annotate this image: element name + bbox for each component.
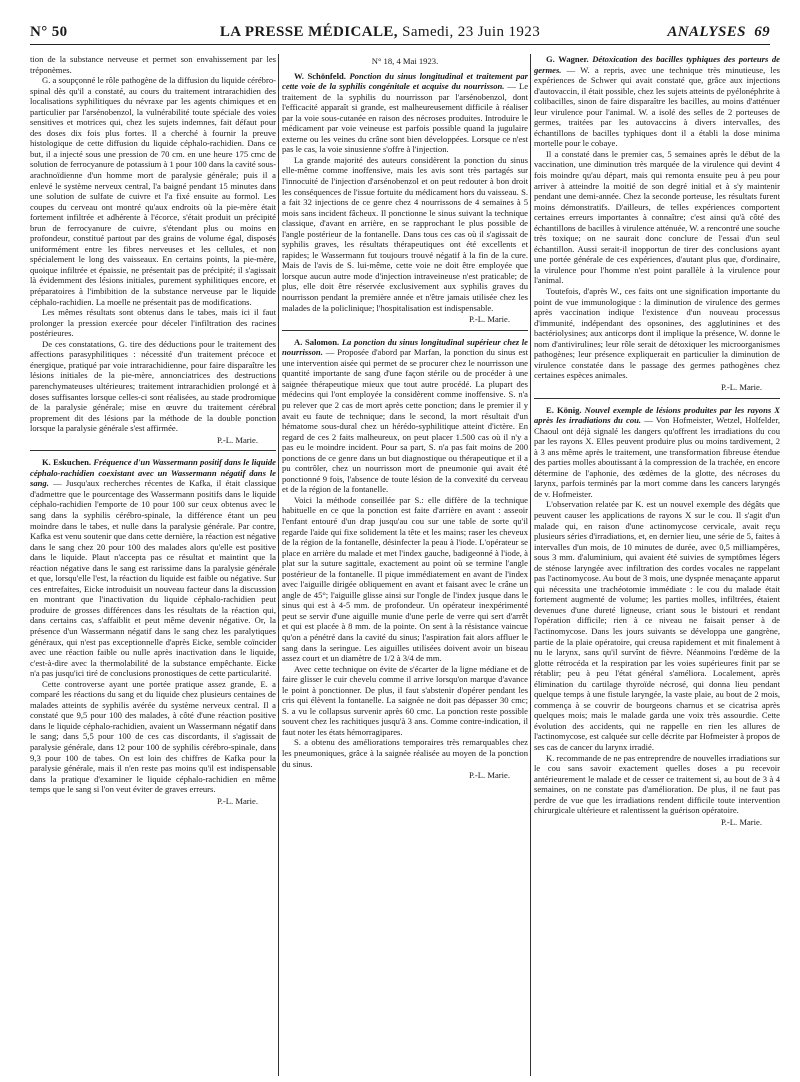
- article-body: — W. a repris, avec une technique très minutieuse, les expériences de Schwer qui avait constaté que, grâce aux injections d'autovaccin, il était possible, chez les sujets atteints de pyélonéphrite à colibacilles, sinon de faire disparaître les bacilles, au moins d'atténuer leur virulence pour l'animal. W. a isolé des selles de 2 porteuses de germes, traitées par les autovaccins à divers intervalles, des échantillons de bacilles typhiques dont il a établi la dose minima mortelle pour le cobaye.: [534, 64, 780, 149]
- signature: P.-L. Marie.: [720, 381, 762, 392]
- signature: P.-L. Marie.: [216, 795, 258, 806]
- issue-reference: N° 18, 4 Mai 1923.: [371, 56, 439, 66]
- paragraph: De ces constatations, G. tire des déductions pour le traitement des affections parasyphilitiques : nécessité d'un traitement précoce et énergique, pratiqué par voie intrarachidienne, pour faire disparaître les lésions initiales de la pie-mère, annonciatrices des destructions parenchymateuses ultérieures; traitement intrarachidien prolongé et à doses suffisantes lorsque celles-ci sont réalisées, au stade prodromique de la paralysie générale; mise en œuvre du traitement cérébral proprement dit des lésions par la méthode de la double ponction lorsque la paralysie générale s'est affirmée.: [30, 338, 276, 434]
- article-separator: [282, 330, 528, 331]
- column-rule-left: [278, 54, 279, 1076]
- article-wagner: [534, 54, 780, 149]
- paragraph: Il a constaté dans le premier cas, 5 semaines après le début de la vaccination, une diminution très marquée de la virulence qui devint 4 fois moindre qu'au départ, mais qui remonta ensuite peu à peu pour arriver à atteindre la moitié de son degré initial et à s'y maintenir pendant une demi-année. Chez la seconde porteuse, les résultats furent moins démonstratifs. D'ailleurs, de telles expériences comportent certaines erreurs importantes à connaître; c'est ainsi qu'à côté des échantillons de bacilles à virulence atténuée, W. a rencontré une souche très toxique; on ne saurait donc conclure de l'essai d'un seul échantillon. Aussi serait-il inopportun de tirer des conclusions ayant une portée générale de ces expériences, d'autant plus que, d'ordinaire, la virulence pour l'homme n'est point parallèle à la virulence pour l'animal.: [534, 148, 780, 286]
- page-number: N° 50: [30, 23, 68, 40]
- article-author: A. Salomon.: [294, 336, 340, 347]
- article-author: K. Eskuchen.: [42, 457, 92, 468]
- paragraph: Voici la méthode conseillée par S.: elle diffère de la technique habituelle en ce que la ponction est faite d'arrière en avant : asseoir l'enfant entouré d'un drap jusqu'au cou sur une table de sorte qu'il regarde l'aide qui fixe solidement la tête et les mains; raser les cheveux de la région de la fontanelle, désinfecter la peau à l'iode. L'opérateur se place en arrière du malade et met l'index gauche, badigeonné à l'iode, à plat sur la suture sagittale, exactement au point où se termine l'angle postérieur de la fontanelle. Il pique immédiatement en avant de l'index avec l'aiguille dirigée obliquement en avant et faisant avec le crâne un angle de 45°; l'aiguille glisse ainsi sur l'ongle de l'index jusque dans le sinus qui est à 4-5 mm. de profondeur. Un opérateur inexpérimenté peut se servir d'une aiguille munie d'une perle de verre qui sert d'arrêt et qui est placée à 8 mm. de la pointe. On sent à la résistance vaincue qu'on a pénétré dans la cavité du sinus; l'aspiration fait alors affluer le sang dans la seringue. Les aiguilles utilisées doivent avoir un biseau assez court et un diamètre de 1/2 à 3/4 de mm.: [282, 494, 528, 664]
- article-separator: [534, 398, 780, 399]
- article-author: E. König.: [546, 404, 582, 415]
- article-eskuchen: [30, 457, 276, 678]
- section-folio: [650, 24, 770, 41]
- article-body: — Proposée d'abord par Marfan, la ponction du sinus est une intervention aisée qui permet de se procurer chez le nourrisson une quantité importante de sang d'une façon stérile ou de procéder à une saignée thérapeutique mieux que tout autre procédé. La plupart des médecins qui l'ont employée la considèrent comme inoffensive. S. n'a pu relever que 2 cas de mort après cette ponction; dans le premier il y avait eu faute de technique; dans le second, la mort résultait d'un hématome sous-dural chez un hérédo-syphilitique atteint d'ictère. En regard de ces 2 faits malheureux, on peut placer 1.500 cas où il n'y a pas eu le moindre incident. Pour sa part, S. n'a pas fait moins de 200 ponctions de ce genre dans un but diagnostique ou thérapeutique et il a pu contrôler, chez un nourrisson mort de pneumonie qui avait été ponctionné 9 fois, l'absence de toute lésion de la convexité du cerveau et de la région de la fontanelle.: [282, 347, 528, 495]
- column-rule-right: [530, 54, 531, 1076]
- article-author: W. Schönfeld.: [294, 70, 346, 81]
- article-body: — Von Hofmeister, Wetzel, Holfelder, Chaoul ont déjà signalé les dangers qu'offrent les irradiations du cou par les rayons X. Elles peuvent produire plus ou moins tardivement, 2 à 3 ans même après le traitement, une transformation fibreuse étendue des parties molles aboutissant à la compression de la trachée, en encore détermine de l'aphonie, des œdèmes de la glotte, des nécroses du larynx, parfois terminés par la mort comme dans les cancers laryngés de v. Hofmeister.: [534, 415, 780, 499]
- page-header: [30, 20, 770, 45]
- article-title: Nouvel exemple de lésions produites par les rayons X après les irradiations du cou.: [534, 404, 780, 426]
- article-author: G. Wagner.: [546, 54, 589, 64]
- column-3: [534, 54, 780, 1076]
- paragraph: Avec cette technique on évite de s'écarter de la ligne médiane et de faire glisser le cuir chevelu comme il arrive lorsqu'on marque d'avance le point à ponctionner. De plus, il faut s'abstenir d'opérer pendant les cris qui élèvent la fontanelle. La saignée ne doit pas dépasser 30 cmc; S. a vu le collapsus survenir après 60 cmc. La ponction reste possible souvent chez les rachitiques jusqu'à 3 ans. Comme contre-indication, il faut noter les états hémorragipares.: [282, 663, 528, 737]
- signature: P.-L. Marie.: [468, 770, 510, 781]
- signature: P.-L. Marie.: [216, 434, 258, 445]
- issue-date: Samedi, 23 Juin 1923: [402, 23, 541, 40]
- section-name: ANALYSES: [667, 23, 746, 40]
- article-title: Détoxication des bacilles typhiques des porteurs de germes.: [534, 54, 780, 75]
- paragraph: Toutefois, d'après W., ces faits ont une signification importante du point de vue immunologique : la diminution de virulence des germes après vaccination indique l'existence d'un nouveau processus d'immunité, indépendant des opsonines, des agglutinines et des bactériolysines; aux anticorps dont il implique la présence, W. donne le nom d'antivirulines; leur rôle serait de détoxiquer les microorganismes pathogènes; leur présence expliquerait en particulier la diminution de virulence constatée dans le passage des germes pathogènes chez certaines espèces animales.: [534, 286, 780, 381]
- article-body: — Le traitement de la syphilis du nourrisson par l'arsénobenzol, dont l'efficacité apparaît si grande, est malheureusement difficile à réaliser par la voie sous-cutanée en raison des nécroses produites. Introduire le médicament par voie veineuse est parfois possible quand la jugulaire externe ou les veines du crâne sont bien développées. Lorsque ce n'est pas le cas, la voie sinusienne s'offre à l'injection.: [282, 81, 528, 155]
- paragraph: L'observation relatée par K. est un nouvel exemple des dégâts que peuvent causer les applications de rayons X sur le cou. Il s'agit d'un malade qui, en raison d'une actinomycose cervicale, avait reçu plusieurs séries d'irradiations, et, en dernier lieu, une série de 5, faites à intervalles d'un mois, de 10 minutes de durée, avec 0,5 milliampères, sous 3 mm. d'aluminium, qui avaient été suivies de symptômes légers de sténose laryngée avec infiltration des cordes vocales ne rappelant pas l'actinomycose. Au bout de 3 mois, une dyspnée menaçante apparut qui nécessita une trachéotomie immédiate : le cou du malade était fortement augmenté de volume; les parties molles, infiltrées, étaient devenues d'une dureté ligneuse, criant sous le bistouri et rendant l'opération difficile; rien à ce niveau ne faisait penser à de l'actinomycose. Dans les jours suivants se développa une gangrène, partie de la plaie opératoire, qui creusa rapidement et mit finalement à nu le larynx, sans qu'il survînt de fièvre. Néanmoins l'œdème de la glotte rétrocéda et la respiration par les voies supérieures finit par se rétablir; peu à peu l'état général s'améliora. Localement, après élimination du cartilage thyroïde nécrosé, qui donna lieu pendant quelque temps à une fistule laryngée, la vaste plaie, au bout de 2 mois, commença à se couvrir de bourgeons charnus et se cicatrisa après quelques mois; mais le malade garda une voix très assourdie. Cette évolution des accidents, qui ne rappelle en rien les allures de l'actinomycose, est calquée sur celle décrite par Hofmeister à propos de ses cas de cancer du larynx irradié.: [534, 499, 780, 752]
- paragraph: Cette controverse ayant une portée pratique assez grande, E. a comparé les réactions du sang et du liquide chez plusieurs centaines de malades atteints de syphilis avérée du système nerveux central. Il a constaté que 9,5 pour 100 des malades, à côté d'une réaction positive dans le liquide céphalo-rachidien, avaient un Wassermann négatif dans le sang; dans 5,5 pour 100 de ces cas discordants, il s'agissait de paralysie générale, dans 12 pour 100 de syphilis cérébro-spinale, dans 9,3 pour 100 de tabes. On est loin des chiffres de Kafka pour la paralysie générale, mais il n'en reste pas moins qu'il est indispensable dans la pratique d'examiner le liquide céphalo-rachidien en même temps que le sang si l'on veut éviter de graves erreurs.: [30, 678, 276, 795]
- article-title: La ponction du sinus longitudinal supérieur chez le nourrisson.: [282, 336, 528, 358]
- paragraph: G. a soupçonné le rôle pathogène de la diffusion du liquide cérébro-spinal dès qu'il a constaté, au cours du traitement intrarachidien des localisations syphilitiques du névraxe par les agents chimiques et en particulier par l'arsénobenzol, la vulnérabilité toute spéciale des voies sensitives et motrices qui, chez les sujets indemnes, fait défaut pour des doses dix fois plus fortes. Il a cherché à fournir la preuve histologique de cette diffusion du liquide céphalo-rachidien. Dans ce but, il a injecté sous une pression de 70 cm. en une heure 175 cmc de solution de ferrocyanure de potassium à 1 pour 100 dans la cavité sous-arachnoïdienne d'un homme mort de paralysie générale; puis il a enlevé le système nerveux central, l'a baigné pendant 15 minutes dans une solution de sulfate de cuivre et l'a fixé ensuite au formol. Les coupes du cerveau ont montré qu'aux endroits où la pie-mère était fortement infiltrée et adhérente à l'écorce, s'était produit un précipité brun de ferrocyanure de cuivre, s'étendant plus ou moins en profondeur, constitué partout par des grains de volume égal, disposés uniformément entre les fibres nerveuses et les cellules, et non spécialement le long des vaisseaux. En certains points, la pie-mère, quoique infiltrée et épaissie, ne présentait pas de précipité; il s'agissait là évidemment des lésions initiales, purement syphilitiques encore, et préparatoires à l'imbibition de la substance nerveuse par le liquide céphalo-rachidien. La moelle ne présentait pas de modifications.: [30, 75, 276, 307]
- paragraph: tion de la substance nerveuse et permet son envahissement par les tréponèmes.: [30, 54, 276, 75]
- signature: P.-L. Marie.: [468, 314, 510, 325]
- article-title: Fréquence d'un Wassermann positif dans le liquide céphalo-rachidien coexistant avec un Wassermann négatif dans le sang.: [30, 457, 276, 489]
- column-2: [282, 54, 528, 1076]
- paragraph: K. recommande de ne pas entreprendre de nouvelles irradiations sur le cou sans savoir exactement quelles doses a pu recevoir antérieurement le malade et de cesser ce traitement si, au bout de 3 à 4 semaines, on ne constate pas d'amélioration. De plus, il ne faut pas perdre de vue que les irradiations rendent difficile toute intervention chirurgicale ultérieure et ralentissent la guérison opératoire.: [534, 752, 780, 816]
- paragraph: Les mêmes résultats sont obtenus dans le tabes, mais ici il faut prolonger la pression exercée pour déceler l'infiltration des racines postérieures.: [30, 307, 276, 339]
- running-title: [110, 24, 650, 41]
- column-1: [30, 54, 276, 1076]
- folio: 69: [754, 23, 770, 40]
- article-schonfeld: [282, 71, 528, 155]
- journal-name: LA PRESSE MÉDICALE,: [219, 23, 398, 40]
- signature: P.-L. Marie.: [720, 816, 762, 827]
- article-konig: [534, 405, 780, 500]
- article-salomon: [282, 337, 528, 495]
- article-title: Ponction du sinus longitudinal et traitement par cette voie de la syphilis congénitale et acquise du nourrisson.: [282, 70, 528, 92]
- paragraph: La grande majorité des auteurs considèrent la ponction du sinus elle-même comme inoffensive, mais les avis sont très partagés sur l'innocuité de l'injection d'arsénobenzol et on peut redouter à bon droit les conséquences de l'issue fortuite du médicament hors du vaisseau. S. a fait 32 injections de ce genre chez 4 nourrissons de 4 semaines à 5 mois sans incident fâcheux. Il ponctionne le sinus suivant la technique classique, d'avant en arrière, en se rapprochant le plus possible de l'angle postérieur de la fontanelle. Dans tous ces cas où il s'agissait de syphilis graves, les résultats thérapeutiques ont été excellents et rapides; le Wassermann fut toujours trouvé négatif à la fin de la cure. Mais de l'avis de S. lui-même, cette voie ne doit être employée que lorsque aucun autre mode d'injection intraveineuse n'est praticable; de plus, elle doit être réservée exclusivement aux syphilis graves du nourrisson pendant la première année et n'être jamais utilisée chez les malades de la policlinique; l'hospitalisation est indispensable.: [282, 154, 528, 313]
- article-body: — Jusqu'aux recherches récentes de Kafka, il était classique d'admettre que le pourcentage des Wassermann positifs dans le liquide céphalo-rachidien l'emporte de 10 pour 100 sur ceux obtenus avec le sang dans la syphilis cérébro-spinale, la différence étant un peu moindre dans le tabes, et nulle dans la paralysie générale. Par contre, Kafka est venu soutenir que dans cette dernière, la réaction est négative dans le sang chez 20 pour 100 des malades alors qu'elle est positive dans le liquide. Plaut n'accepta pas ce résultat et maintint que la réaction négative dans le sang est rarissime dans la paralysie générale et que, lorsqu'elle l'est, la réaction du liquide est faible ou négative. Sur ces entrefaites, Eicke introduisit un nouveau facteur dans la discussion en montrant que l'inactivation du liquide céphalo-rachidien peut produire de grosses différences dans les résultats de la réaction qui, dans certains cas, s'affaiblit et peut même devenir négative. Or, la présence d'un Wassermann négatif dans le sang chez les paralytiques généraux, qui n'est pas exceptionnelle d'après Eicke, semble coïncider avec une réaction faible ou nulle après inactivation dans le liquide, c'est-à-dire avec la thermolabilité de la substance empêchante. Eicke n'a pas jusqu'ici tiré de conclusions pronostiques de cette particularité.: [30, 478, 276, 679]
- paragraph: S. a obtenu des améliorations temporaires très remarquables chez les pneumoniques, grâce à la saignée réalisée au moyen de la ponction du sinus.: [282, 737, 528, 769]
- article-separator: [30, 450, 276, 451]
